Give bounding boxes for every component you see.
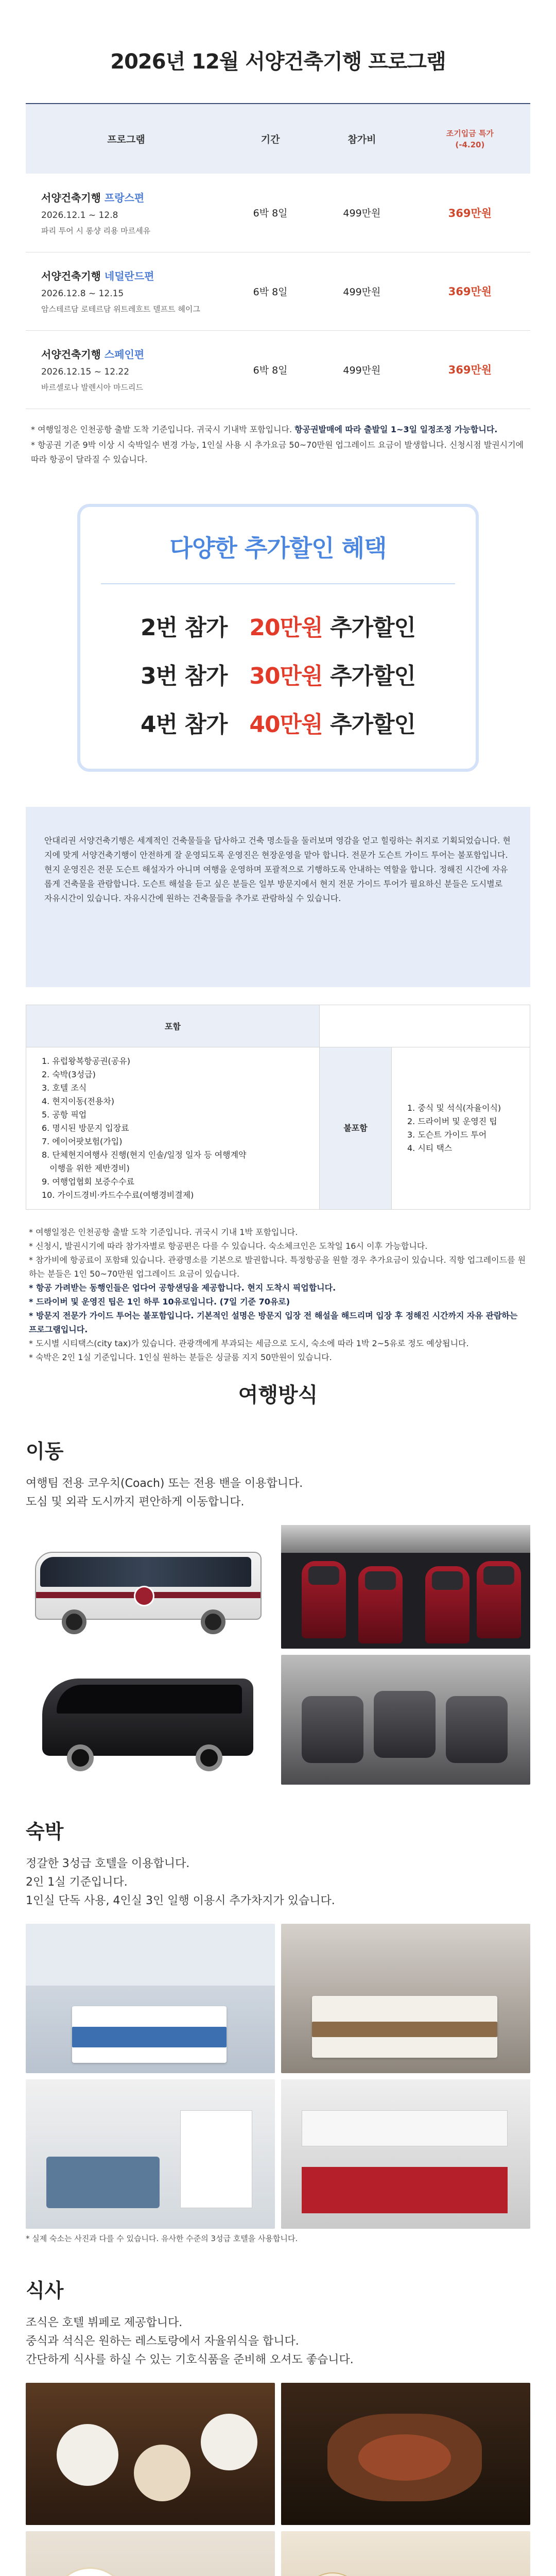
list-item: 4. 현지이동(전용차) xyxy=(42,1096,115,1106)
schedule-notes xyxy=(31,422,525,467)
table-row xyxy=(26,174,530,252)
meal-table-photo xyxy=(26,2383,275,2525)
list-item: 2. 드라이버 및 운영진 팁 xyxy=(407,1116,497,1126)
discount-row xyxy=(80,706,476,739)
list-item: 3. 도슨트 가이드 투어 xyxy=(407,1129,487,1140)
breakfast-photo xyxy=(26,2531,275,2576)
program-table xyxy=(26,103,530,409)
program-discount-price: 369만원 xyxy=(410,252,530,330)
discount-row xyxy=(80,657,476,690)
program-cell xyxy=(26,330,227,409)
discount-box xyxy=(77,504,479,772)
program-name-prefix: 서양건축기행 xyxy=(41,191,105,204)
list-item: 7. 에이어팟보험(가입) xyxy=(42,1136,123,1146)
hotel-kitchen-photo xyxy=(281,2079,530,2229)
discount-amount: 40만원 xyxy=(249,711,323,738)
list-item: 8. 단체현지여행사 진행(현지 인솔/일정 일자 등 여행계약 xyxy=(42,1149,247,1160)
program-discount-price: 369만원 xyxy=(410,330,530,409)
discount-row xyxy=(80,609,476,642)
note-line: * 숙박은 2인 1실 기준입니다. 1인실 원하는 분들은 싱글룸 지지 50만원이 있습니다. xyxy=(29,1352,332,1362)
hotel-room-photo xyxy=(281,1924,530,2073)
note-line-bold: * 드라이버 및 운영진 팁은 1인 하루 10유로입니다. (7일 기준 70유로) xyxy=(29,1296,290,1307)
includes-header-row xyxy=(26,1005,530,1047)
th-included: 포함 xyxy=(26,1005,320,1047)
discount-amount: 20만원 xyxy=(249,614,323,641)
th-fee: 참가비 xyxy=(314,104,410,174)
excluded-list-cell xyxy=(392,1047,530,1209)
travel-method-title: 여행방식 xyxy=(238,1383,318,1407)
excluded-list xyxy=(407,1101,514,1155)
program-name-accent: 네덜란드편 xyxy=(104,270,154,282)
note-line-bold: * 항공 가려받는 동행인들은 업다어 공항샌딩을 제공합니다. 현지 도착시 픽업합니다. xyxy=(29,1282,336,1293)
desc-line: 조식은 호텔 뷔페로 제공합니다. xyxy=(26,2316,183,2329)
desc-line: 중식과 석식은 원하는 레스토랑에서 자율위식을 합니다. xyxy=(26,2334,299,2348)
lodging-desc xyxy=(0,1855,556,1910)
lodging-note: * 실제 숙소는 사진과 다를 수 있습니다. 유사한 수준의 3성급 호텔을 사용합니다. xyxy=(26,2233,298,2243)
program-cities: 바르셀로나 발렌시아 마드리드 xyxy=(41,383,143,392)
hotel-photos xyxy=(26,1924,530,2229)
program-name-prefix: 서양건축기행 xyxy=(41,348,105,361)
included-list-cell xyxy=(26,1047,320,1209)
hotel-room-photo xyxy=(26,1924,275,2073)
program-discount-price: 369만원 xyxy=(410,174,530,252)
list-item: 9. 여행업협회 보증수수료 xyxy=(42,1176,134,1187)
desc-line: 정갈한 3성급 호텔을 이용합니다. xyxy=(26,1857,190,1870)
lodging-title: 숙박 xyxy=(26,1820,64,1843)
discount-suffix: 추가할인 xyxy=(329,614,415,641)
th-excluded: 불포함 xyxy=(320,1047,392,1209)
meal-photos xyxy=(26,2383,530,2576)
note-text: * 여행일정은 인천공항 출발 도착 기준입니다. 귀국시 기내박 포함입니다. xyxy=(31,424,295,434)
program-duration: 6박 8일 xyxy=(227,174,314,252)
intro-text: 안대리권 서양건축기행은 세계적인 건축물들을 답사하고 건축 명소들을 둘러보며 영감을 얻고 힐링하는 취지로 기획되었습니다. 현지에 맞게 서양건축기행이 안전하게 잘 운영되도록 운영진은 현장운영을 맡아 합니다. 전문가 도슨트 가이드 투어는 불포함입니다. 현지 운영진은 전문 도슨트 해설자가 아니며 여행을 운영하며 포괄적으로 기행하도록 안내하는 역할을 합니다. 정해진 시간에 자유롭게 건축물을 관람합니다. 도슨트 해설을 듣고 싶은 분들은 일부 방문지에서 현지 전문 가이드 투어가 필요하신 분들은 도시별로 자유시간이 있습니다. 자유시간에 원하는 건축물들을 추가로 관람하실 수 있습니다. xyxy=(44,835,511,903)
list-item: 이행을 위한 제반경비) xyxy=(42,1163,130,1173)
discount-prefix: 4번 참가 xyxy=(140,711,228,738)
program-duration: 6박 8일 xyxy=(227,252,314,330)
includes-table xyxy=(26,1005,530,1210)
list-item: 6. 명시된 방문지 입장료 xyxy=(42,1123,129,1133)
desc-line: 여행팀 전용 코우치(Coach) 또는 전용 밴을 이용합니다. xyxy=(26,1477,303,1490)
program-name-accent: 스페인편 xyxy=(104,348,145,361)
van-photo xyxy=(26,1655,275,1785)
buffet-photo xyxy=(281,2531,530,2576)
note-line-bold: * 방문지 전문가 가이드 투어는 불포함입니다. 기본적인 설명은 방문지 입장 전 해설을 해드리며 입장 후 정해진 시간까지 자유 관람하는 프로그램입니다. xyxy=(29,1310,518,1334)
th-duration: 기간 xyxy=(227,104,314,174)
note-line xyxy=(31,422,525,437)
discount-prefix: 2번 참가 xyxy=(140,614,228,641)
transport-desc xyxy=(0,1475,556,1512)
program-fee: 499만원 xyxy=(314,252,410,330)
note-line: * 참가비에 항공료이 포함돼 있습니다. 관광명소를 기본으로 발권합니다. 특정항공을 원할 경우 추가요금이 있습니다. 직항 업그레이드를 원하는 분들은 1인 50~70만원 업그레이드 요금이 있습니다. xyxy=(29,1255,526,1279)
list-item: 1. 유럽왕복항공권(공유) xyxy=(42,1056,130,1066)
desc-line: 간단하게 식사를 하실 수 있는 기호식품을 준비해 오셔도 좋습니다. xyxy=(26,2353,354,2366)
steak-photo xyxy=(281,2383,530,2525)
meals-title: 식사 xyxy=(26,2279,64,2302)
program-name-accent: 프랑스편 xyxy=(104,191,145,204)
list-item: 3. 호텔 조식 xyxy=(42,1082,87,1093)
th-early-discount: 조기입금 특가 (-4.20) xyxy=(410,104,530,174)
program-name xyxy=(41,268,227,283)
program-name-prefix: 서양건축기행 xyxy=(41,270,105,282)
discount-suffix: 추가할인 xyxy=(329,663,415,689)
bus-seats-photo xyxy=(281,1525,530,1649)
hotel-living-photo xyxy=(26,2079,275,2229)
note-line: * 여행일정은 인천공항 출발 도착 기준입니다. 귀국시 기내 1박 포함입니다. xyxy=(29,1227,298,1237)
table-row xyxy=(26,252,530,330)
list-item: 1. 중식 및 석식(자율이식) xyxy=(407,1103,501,1113)
included-list xyxy=(42,1055,304,1202)
desc-line: 도심 및 외곽 도시까지 편안하게 이동합니다. xyxy=(26,1495,245,1509)
discount-suffix: 추가할인 xyxy=(329,711,415,738)
van-interior-photo xyxy=(281,1655,530,1785)
program-table-header xyxy=(26,104,530,174)
program-dates: 2026.12.8 ~ 12.15 xyxy=(41,289,124,299)
program-cities: 암스테르담 로테르담 위트레흐트 델프트 헤이그 xyxy=(41,304,200,314)
th-blank xyxy=(320,1005,530,1047)
page-title: 2026년 12월 서양건축기행 프로그램 xyxy=(110,50,446,74)
note-line: * 항공권 기준 9박 이상 시 숙박일수 변경 가능, 1인실 사용 시 추가요금 50~70만원 업그레이드 요금이 발생합니다. 신청시점 발권시기에 따라 항공이 달라질 수 있습니다. xyxy=(31,439,524,464)
trip-notes xyxy=(29,1225,527,1364)
program-fee: 499만원 xyxy=(314,174,410,252)
list-item: 10. 가이드경비·카드수수료(여행경비결제) xyxy=(42,1190,194,1200)
program-name xyxy=(41,190,227,205)
intro-box xyxy=(26,807,530,987)
program-cell xyxy=(26,252,227,330)
meals-desc xyxy=(0,2314,556,2369)
table-row xyxy=(26,330,530,409)
th-program: 프로그램 xyxy=(26,104,227,174)
program-cities: 파리 투어 시 롱샹 리용 마르세유 xyxy=(41,226,151,235)
program-cell xyxy=(26,174,227,252)
discount-title: 다양한 추가할인 혜택 xyxy=(101,530,455,584)
note-text-bold: 항공권발매에 따라 출발일 1~3일 일정조정 가능합니다. xyxy=(294,424,498,434)
note-line: * 도시별 시티택스(city tax)가 있습니다. 관광객에게 부과되는 세금으로 도시, 숙소에 따라 1박 2~5유로 정도 예상됩니다. xyxy=(29,1338,469,1348)
transport-title: 이동 xyxy=(26,1439,64,1463)
list-item: 2. 숙박(3성급) xyxy=(42,1069,96,1079)
program-dates: 2026.12.15 ~ 12.22 xyxy=(41,367,130,377)
program-duration: 6박 8일 xyxy=(227,330,314,409)
includes-body-row xyxy=(26,1047,530,1209)
program-fee: 499만원 xyxy=(314,330,410,409)
note-line: * 신청시, 발권시기에 따라 참가자별로 항공편은 다를 수 있습니다. 숙소체크인은 도착일 16시 이후 가능합니다. xyxy=(29,1241,428,1251)
program-dates: 2026.12.1 ~ 12.8 xyxy=(41,210,118,221)
program-name xyxy=(41,346,227,361)
list-item: 4. 시티 택스 xyxy=(407,1143,453,1153)
list-item: 5. 공항 픽업 xyxy=(42,1109,87,1120)
transport-photos xyxy=(26,1525,530,1785)
discount-prefix: 3번 참가 xyxy=(140,663,228,689)
desc-line: 1인실 단독 사용, 4인실 3인 일행 이용시 추가차지가 있습니다. xyxy=(26,1894,335,1907)
coach-bus-photo xyxy=(26,1525,275,1649)
desc-line: 2인 1실 기준입니다. xyxy=(26,1875,128,1889)
discount-amount: 30만원 xyxy=(249,663,323,689)
discount-rows xyxy=(80,584,476,739)
